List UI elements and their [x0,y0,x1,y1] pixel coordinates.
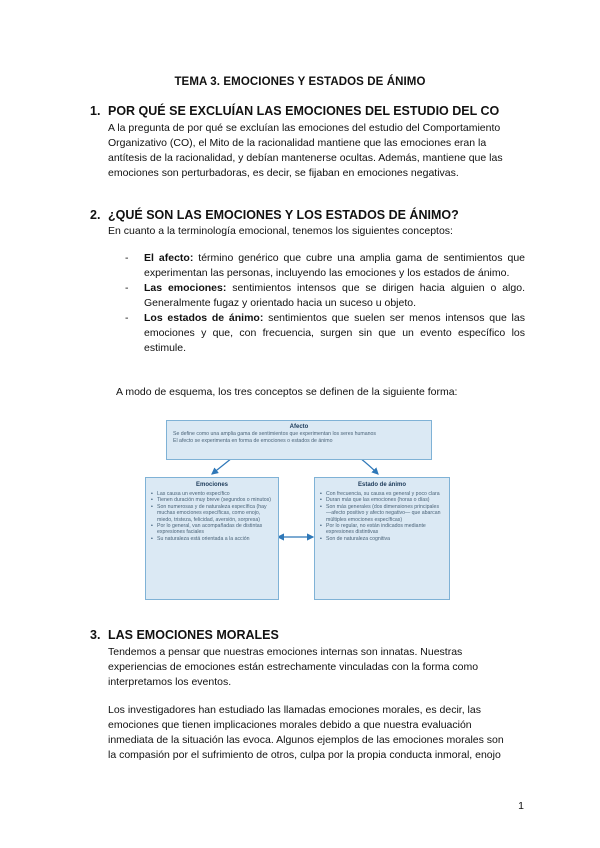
afecto-line: El afecto se experimenta en forma de emociones o estados de ánimo [173,437,333,444]
text-line: inmediata de la situación las evoca. Algunos ejemplos de las emociones morales son [108,734,504,746]
section-3-number: 3. [90,628,101,642]
section-1-paragraph [108,121,528,181]
emociones-item: • Su naturaleza está orientada a la acción [151,536,273,542]
estado-title: Estado de ánimo [357,482,406,488]
text-line: la compasión por el sufrimiento de otros, culpa por la propia conducta inmoral, enojo [108,749,501,761]
text-line: interpretamos los eventos. [108,676,232,688]
section-1-title: POR QUÉ SE EXCLUÍAN LAS EMOCIONES DEL ESTUDIO DEL CO [108,104,500,118]
emociones-title: Emociones [195,482,228,488]
section-3-paragraph-2 [108,703,528,763]
page-number: 1 [518,800,524,812]
text-line: Tendemos a pensar que nuestras emociones internas son innatas. Nuestras [108,646,463,658]
emociones-item: • Por lo general, van acompañadas de distintas expresiones faciales [151,523,273,536]
section-3-paragraph-1 [108,645,528,690]
afecto-line: Se define como una amplia gama de sentimientos que experimentan los seres humanos [173,431,377,437]
estado-item: • Son más generales (dos dimensiones principales —afecto positivo y afecto negativo— que abarcan múltiples emociones específicas) [320,504,444,523]
text-line: antítesis de la racionalidad, y debían mantenerse ocultas. Además, mantiene que las [108,152,503,164]
page-title: TEMA 3. EMOCIONES Y ESTADOS DE ÁNIMO [174,76,426,88]
estado-item: • Con frecuencia, su causa es general y poco clara [320,491,444,497]
section-3-title: LAS EMOCIONES MORALES [108,628,279,642]
afecto-box [166,420,432,460]
concept-list [125,251,525,356]
emociones-item: • Tienen duración muy breve (segundos o minutos) [151,497,273,503]
text-line: emociones son perturbadoras, es decir, se fijaban en emociones negativas. [108,167,459,179]
arrow-to-emociones [212,458,232,474]
estado-box [314,477,450,600]
section-1-number: 1. [90,104,101,118]
section-2-number: 2. [90,208,101,222]
estado-item: • Duran más que las emociones (horas o días) [320,497,444,503]
list-item: - Los estados de ánimo: sentimientos que suelen ser menos intensos que las emociones y que, con frecuencia, surgen sin que un evento específico los estimule. [125,312,525,354]
list-item: - El afecto: término genérico que cubre una amplia gama de sentimientos que experimentan las personas, incluyendo las emociones y los estados de ánimo. [125,252,525,279]
section-2-title: ¿QUÉ SON LAS EMOCIONES Y LOS ESTADOS DE ÁNIMO? [108,208,459,222]
arrow-to-estado [360,458,378,474]
term: Los estados de ánimo: [144,312,264,324]
emociones-item: • Son numerosas y de naturaleza específica (hay muchas emociones específicas, como enojo, miedo, tristeza, felicidad, aversión, sorpresa) [151,504,273,523]
text-line: A la pregunta de por qué se excluían las emociones del estudio del Comportamiento [108,122,501,134]
emociones-item: • Las causa un evento específico [151,491,273,497]
estado-item: • Por lo regular, no están indicados mediante expresiones distintivas [320,523,444,536]
text-line: experiencias de emociones están estrechamente vinculadas con la forma como [108,661,479,673]
text-line: Los investigadores han estudiado las llamadas emociones morales, es decir, las [108,704,481,716]
term: Las emociones: [144,282,227,294]
afecto-title: Afecto [289,424,309,430]
term: El afecto: [144,252,194,264]
text-line: Organizativo (CO), el Mito de la racionalidad mantiene que las emociones eran la [108,137,487,149]
section-2-intro: En cuanto a la terminología emocional, tenemos los siguientes conceptos: [108,225,453,237]
text-line: emociones que tienen implicaciones morales debido a que nuestra evaluación [108,719,472,731]
emociones-box [145,477,279,600]
scheme-intro: A modo de esquema, los tres conceptos se definen de la siguiente forma: [116,386,458,398]
list-item: - Las emociones: sentimientos intensos que se dirigen hacia alguien o algo. Generalmente fugaz y orientado hacia un suceso u objeto. [125,282,525,309]
estado-item: • Son de naturaleza cognitiva [320,536,444,542]
